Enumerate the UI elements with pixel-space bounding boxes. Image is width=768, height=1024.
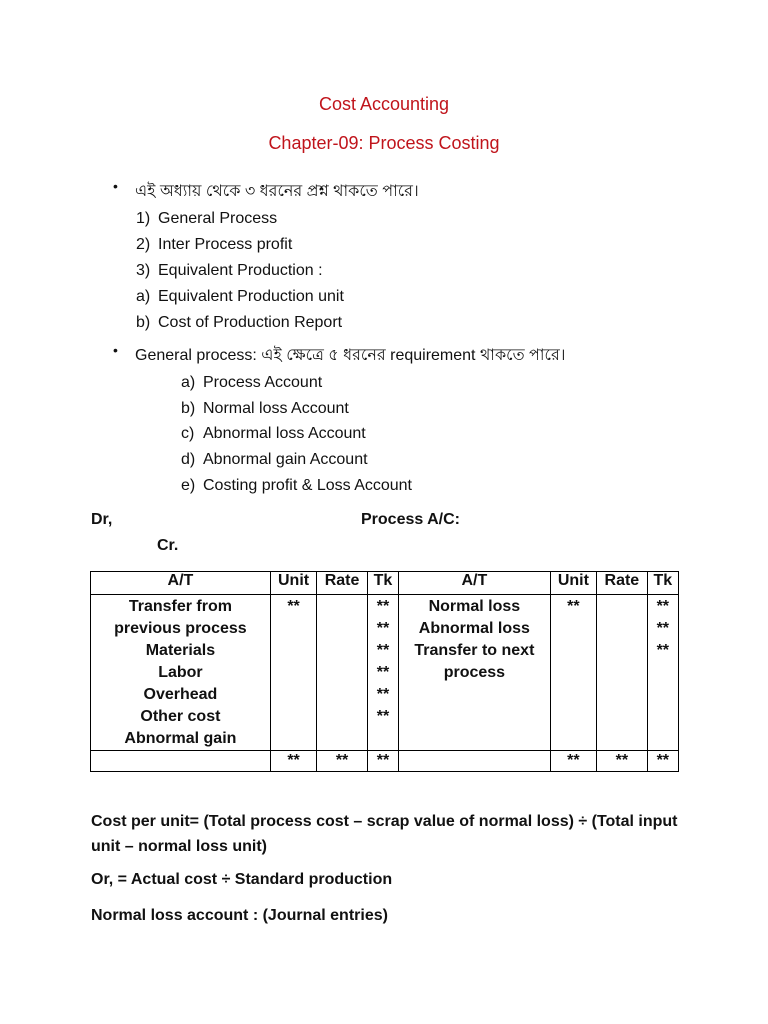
cell-value: **: [656, 598, 670, 615]
debit-particulars-cell: [91, 595, 271, 751]
cell-value: **: [376, 642, 390, 659]
bullet-text: এই অধ্যায় থেকে ৩ ধরনের প্রশ্ন থাকতে পারে।: [135, 183, 419, 200]
bullet-dot-icon: •: [113, 178, 118, 194]
ledger-cr-label: Cr.: [157, 537, 179, 554]
column-header: Unit: [270, 572, 316, 595]
list-label: Equivalent Production :: [158, 262, 323, 279]
list-marker: 2): [136, 236, 151, 253]
cell-value: **: [376, 686, 390, 703]
bullet-text: General process: এই ক্ষেত্রে ৫ ধরনের requirement থাকতে পারে।: [135, 347, 566, 364]
total-cell: **: [597, 751, 648, 772]
list-marker: 1): [136, 210, 151, 227]
list-marker: d): [181, 451, 196, 469]
particular-item: Abnormal gain: [124, 730, 237, 747]
particular-item: Other cost: [140, 708, 221, 725]
list-label: Abnormal gain Account: [203, 451, 368, 469]
particular-item: previous process: [114, 620, 247, 637]
column-header: A/T: [399, 572, 551, 595]
total-cell: **: [367, 751, 398, 772]
particular-item: Transfer from: [128, 598, 232, 615]
normal-loss-heading: Normal loss account : (Journal entries): [91, 907, 388, 924]
particular-item: Materials: [145, 642, 216, 659]
list-marker: c): [181, 425, 195, 443]
list-label: Inter Process profit: [158, 236, 293, 253]
total-cell: **: [550, 751, 596, 772]
list-marker: a): [136, 288, 151, 305]
list-item: [136, 209, 344, 235]
list-item: [181, 450, 412, 476]
table-total-row: [91, 751, 679, 772]
list-label: Abnormal loss Account: [203, 425, 366, 443]
debit-unit-cell: [270, 595, 316, 751]
list-label: Normal loss Account: [203, 399, 349, 417]
cell-value: **: [376, 598, 390, 615]
list-item: [181, 424, 412, 450]
column-header: A/T: [91, 572, 271, 595]
list-label: Cost of Production Report: [158, 314, 343, 331]
debit-tk-cell: [367, 595, 398, 751]
cell-value: **: [656, 642, 670, 659]
debit-rate-cell: [317, 595, 368, 751]
particular-item: process: [443, 664, 506, 681]
list-item: [136, 287, 344, 313]
list-marker: a): [181, 374, 196, 391]
list-label: Process Account: [203, 374, 323, 391]
particular-item: Transfer to next: [414, 642, 535, 659]
particular-item: Labor: [158, 664, 203, 681]
list-item: [136, 235, 344, 261]
cell-value: **: [287, 598, 300, 615]
question-type-list: [136, 209, 344, 339]
table-row: [91, 595, 679, 751]
list-item: [136, 313, 344, 339]
bullet-dot-icon: •: [113, 342, 118, 358]
total-label-cell: [399, 751, 551, 772]
total-cell: **: [647, 751, 678, 772]
ledger-dr-label: Dr,: [91, 511, 113, 528]
particular-item: Abnormal loss: [418, 620, 530, 637]
list-item: [181, 373, 412, 399]
list-item: [181, 476, 412, 502]
cell-value: **: [376, 708, 390, 725]
particular-item: Normal loss: [428, 598, 521, 615]
list-marker: b): [181, 399, 196, 417]
column-header: Rate: [317, 572, 368, 595]
requirement-list: [181, 373, 412, 501]
column-header: Unit: [550, 572, 596, 595]
list-label: Equivalent Production unit: [158, 288, 344, 305]
list-marker: e): [181, 476, 196, 494]
cost-per-unit-formula: Cost per unit= (Total process cost – scrap value of normal loss) ÷ (Total input unit – normal loss unit): [91, 813, 678, 855]
total-cell: **: [317, 751, 368, 772]
document-title: Cost Accounting: [318, 94, 450, 114]
chapter-title: Chapter-09: Process Costing: [268, 133, 500, 153]
ledger-title: Process A/C:: [361, 511, 460, 528]
list-marker: b): [136, 314, 151, 331]
particular-item: Overhead: [143, 686, 218, 703]
credit-rate-cell: [597, 595, 648, 751]
table-header-row: [91, 572, 679, 595]
list-item: [136, 261, 344, 287]
list-label: General Process: [158, 210, 278, 227]
list-label: Costing profit & Loss Account: [203, 476, 412, 494]
total-cell: **: [270, 751, 316, 772]
credit-tk-cell: [647, 595, 678, 751]
cell-value: **: [567, 598, 580, 615]
total-label-cell: [91, 751, 271, 772]
alternate-formula: Or, = Actual cost ÷ Standard production: [91, 871, 393, 888]
credit-unit-cell: [550, 595, 596, 751]
column-header: Rate: [597, 572, 648, 595]
column-header: Tk: [647, 572, 678, 595]
credit-particulars-cell: [399, 595, 551, 751]
column-header: Tk: [367, 572, 398, 595]
list-marker: 3): [136, 262, 151, 279]
cell-value: **: [376, 664, 390, 681]
process-account-table: [90, 571, 679, 772]
list-item: [181, 399, 412, 425]
cell-value: **: [376, 620, 390, 637]
cell-value: **: [656, 620, 670, 637]
